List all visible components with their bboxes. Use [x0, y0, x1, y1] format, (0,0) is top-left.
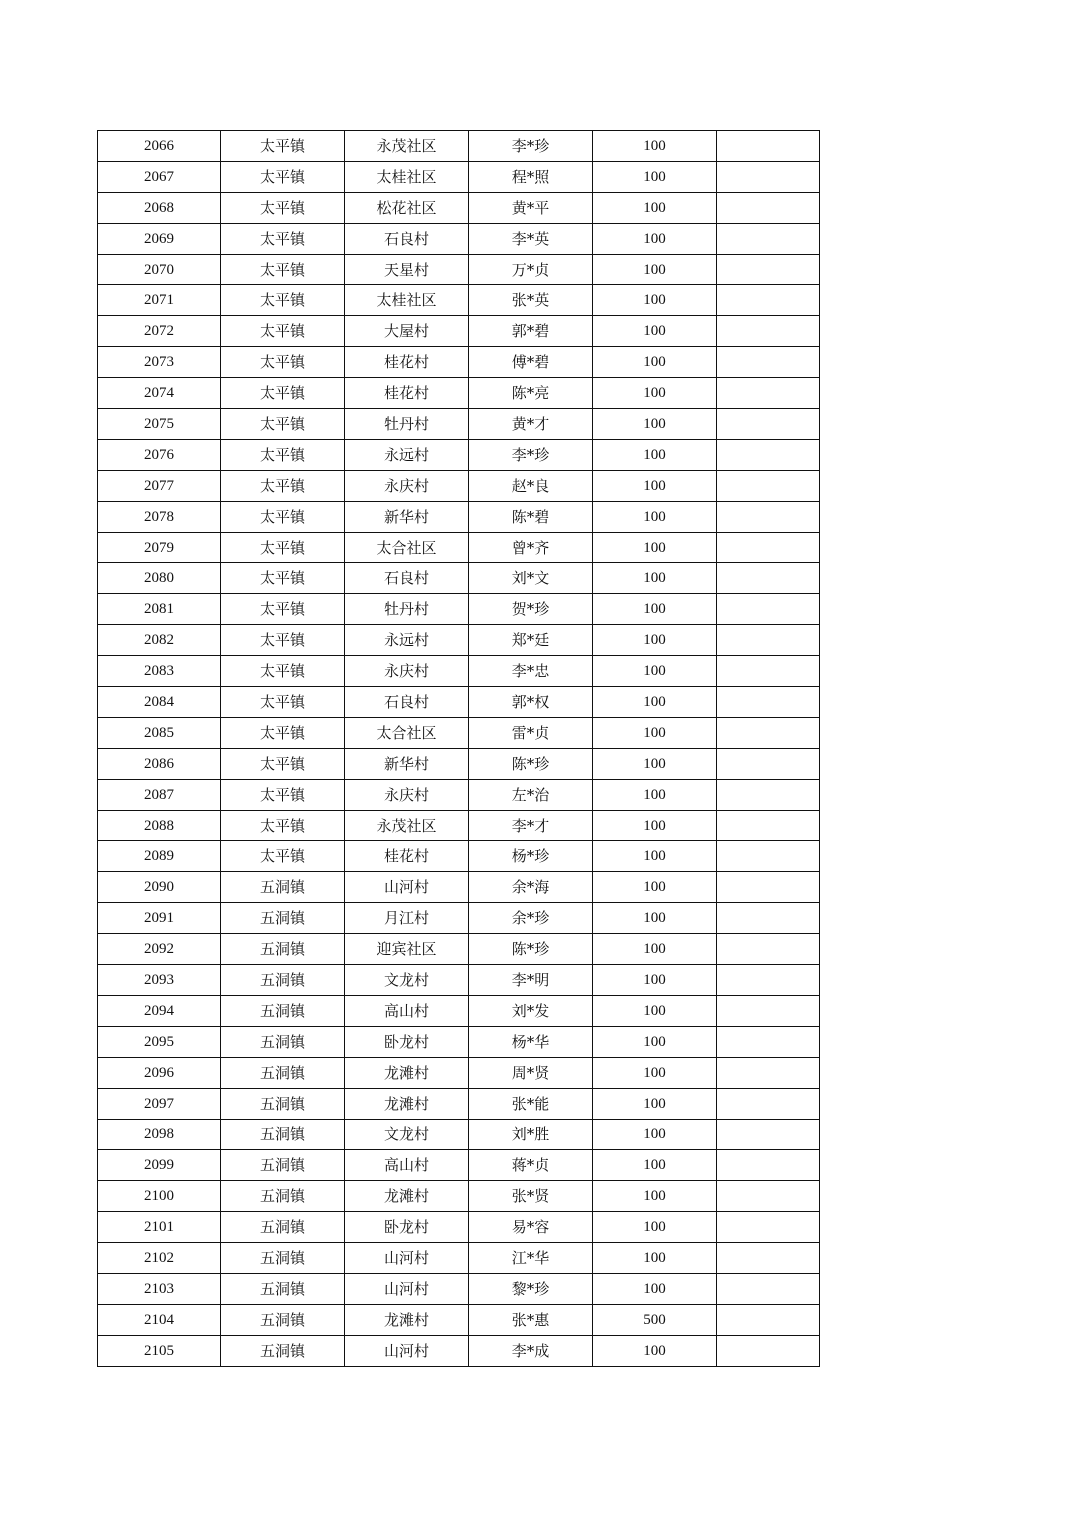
serial-number-cell: 2105 [98, 1335, 221, 1366]
serial-number-cell: 2086 [98, 748, 221, 779]
remark-cell [717, 378, 820, 409]
town-cell: 五洞镇 [221, 1057, 345, 1088]
town-cell: 五洞镇 [221, 1088, 345, 1119]
name-cell: 赵*良 [469, 470, 593, 501]
village-cell: 永庆村 [345, 656, 469, 687]
town-cell: 太平镇 [221, 841, 345, 872]
name-cell: 左*治 [469, 779, 593, 810]
village-cell: 山河村 [345, 872, 469, 903]
name-cell: 曾*齐 [469, 532, 593, 563]
amount-cell: 100 [593, 131, 717, 162]
town-cell: 太平镇 [221, 687, 345, 718]
name-cell: 黄*才 [469, 409, 593, 440]
amount-cell: 100 [593, 625, 717, 656]
remark-cell [717, 439, 820, 470]
serial-number-cell: 2102 [98, 1243, 221, 1274]
serial-number-cell: 2091 [98, 903, 221, 934]
town-cell: 太平镇 [221, 378, 345, 409]
table-row [98, 1057, 820, 1088]
remark-cell [717, 131, 820, 162]
table-row [98, 810, 820, 841]
table-row [98, 1119, 820, 1150]
serial-number-cell: 2084 [98, 687, 221, 718]
table-row [98, 161, 820, 192]
serial-number-cell: 2088 [98, 810, 221, 841]
remark-cell [717, 903, 820, 934]
name-cell: 万*贞 [469, 254, 593, 285]
name-cell: 贺*珍 [469, 594, 593, 625]
remark-cell [717, 347, 820, 378]
village-cell: 山河村 [345, 1243, 469, 1274]
serial-number-cell: 2082 [98, 625, 221, 656]
remark-cell [717, 470, 820, 501]
name-cell: 周*贤 [469, 1057, 593, 1088]
table-row [98, 656, 820, 687]
name-cell: 李*忠 [469, 656, 593, 687]
amount-cell: 100 [593, 872, 717, 903]
amount-cell: 100 [593, 810, 717, 841]
name-cell: 张*英 [469, 285, 593, 316]
town-cell: 太平镇 [221, 625, 345, 656]
name-cell: 江*华 [469, 1243, 593, 1274]
table-row [98, 1212, 820, 1243]
serial-number-cell: 2073 [98, 347, 221, 378]
amount-cell: 100 [593, 687, 717, 718]
remark-cell [717, 1335, 820, 1366]
remark-cell [717, 779, 820, 810]
village-cell: 永庆村 [345, 470, 469, 501]
serial-number-cell: 2075 [98, 409, 221, 440]
town-cell: 五洞镇 [221, 934, 345, 965]
town-cell: 五洞镇 [221, 1026, 345, 1057]
table-row [98, 470, 820, 501]
remark-cell [717, 1057, 820, 1088]
table-row [98, 131, 820, 162]
amount-cell: 100 [593, 748, 717, 779]
table-row [98, 841, 820, 872]
village-cell: 天星村 [345, 254, 469, 285]
name-cell: 程*照 [469, 161, 593, 192]
amount-cell: 100 [593, 439, 717, 470]
amount-cell: 100 [593, 656, 717, 687]
serial-number-cell: 2070 [98, 254, 221, 285]
remark-cell [717, 656, 820, 687]
table-row [98, 563, 820, 594]
town-cell: 太平镇 [221, 409, 345, 440]
amount-cell: 100 [593, 903, 717, 934]
table-row [98, 285, 820, 316]
name-cell: 陈*珍 [469, 748, 593, 779]
remark-cell [717, 748, 820, 779]
serial-number-cell: 2100 [98, 1181, 221, 1212]
name-cell: 郑*廷 [469, 625, 593, 656]
amount-cell: 100 [593, 1335, 717, 1366]
village-cell: 新华村 [345, 748, 469, 779]
village-cell: 永远村 [345, 625, 469, 656]
table-row [98, 594, 820, 625]
town-cell: 五洞镇 [221, 1335, 345, 1366]
amount-cell: 100 [593, 779, 717, 810]
town-cell: 太平镇 [221, 470, 345, 501]
remark-cell [717, 532, 820, 563]
amount-cell: 100 [593, 254, 717, 285]
amount-cell: 100 [593, 409, 717, 440]
amount-cell: 100 [593, 316, 717, 347]
name-cell: 李*珍 [469, 439, 593, 470]
village-cell: 新华村 [345, 501, 469, 532]
town-cell: 太平镇 [221, 563, 345, 594]
table-row [98, 1150, 820, 1181]
serial-number-cell: 2085 [98, 717, 221, 748]
serial-number-cell: 2099 [98, 1150, 221, 1181]
table-row [98, 192, 820, 223]
serial-number-cell: 2081 [98, 594, 221, 625]
town-cell: 五洞镇 [221, 872, 345, 903]
name-cell: 李*成 [469, 1335, 593, 1366]
table-row [98, 1304, 820, 1335]
town-cell: 太平镇 [221, 161, 345, 192]
amount-cell: 100 [593, 285, 717, 316]
village-cell: 太合社区 [345, 717, 469, 748]
amount-cell: 100 [593, 161, 717, 192]
amount-cell: 100 [593, 378, 717, 409]
village-cell: 龙滩村 [345, 1181, 469, 1212]
name-cell: 李*才 [469, 810, 593, 841]
town-cell: 太平镇 [221, 439, 345, 470]
amount-cell: 100 [593, 995, 717, 1026]
amount-cell: 100 [593, 1057, 717, 1088]
amount-cell: 100 [593, 470, 717, 501]
village-cell: 龙滩村 [345, 1088, 469, 1119]
town-cell: 五洞镇 [221, 995, 345, 1026]
remark-cell [717, 1273, 820, 1304]
remark-cell [717, 810, 820, 841]
serial-number-cell: 2089 [98, 841, 221, 872]
town-cell: 太平镇 [221, 285, 345, 316]
remark-cell [717, 1243, 820, 1274]
town-cell: 太平镇 [221, 717, 345, 748]
village-cell: 高山村 [345, 995, 469, 1026]
serial-number-cell: 2066 [98, 131, 221, 162]
village-cell: 大屋村 [345, 316, 469, 347]
serial-number-cell: 2098 [98, 1119, 221, 1150]
remark-cell [717, 1026, 820, 1057]
town-cell: 太平镇 [221, 748, 345, 779]
remark-cell [717, 1150, 820, 1181]
town-cell: 五洞镇 [221, 903, 345, 934]
village-cell: 牡丹村 [345, 409, 469, 440]
town-cell: 太平镇 [221, 192, 345, 223]
amount-cell: 100 [593, 841, 717, 872]
town-cell: 五洞镇 [221, 1212, 345, 1243]
town-cell: 五洞镇 [221, 1181, 345, 1212]
data-table [97, 130, 820, 1367]
serial-number-cell: 2067 [98, 161, 221, 192]
serial-number-cell: 2077 [98, 470, 221, 501]
serial-number-cell: 2068 [98, 192, 221, 223]
name-cell: 黎*珍 [469, 1273, 593, 1304]
amount-cell: 500 [593, 1304, 717, 1335]
village-cell: 山河村 [345, 1335, 469, 1366]
name-cell: 易*容 [469, 1212, 593, 1243]
table-row [98, 316, 820, 347]
name-cell: 杨*珍 [469, 841, 593, 872]
table-row [98, 1335, 820, 1366]
amount-cell: 100 [593, 1273, 717, 1304]
remark-cell [717, 563, 820, 594]
table-row [98, 934, 820, 965]
name-cell: 郭*权 [469, 687, 593, 718]
serial-number-cell: 2079 [98, 532, 221, 563]
village-cell: 高山村 [345, 1150, 469, 1181]
name-cell: 陈*珍 [469, 934, 593, 965]
town-cell: 太平镇 [221, 779, 345, 810]
town-cell: 太平镇 [221, 810, 345, 841]
village-cell: 桂花村 [345, 841, 469, 872]
amount-cell: 100 [593, 1088, 717, 1119]
town-cell: 五洞镇 [221, 965, 345, 996]
serial-number-cell: 2094 [98, 995, 221, 1026]
town-cell: 太平镇 [221, 501, 345, 532]
serial-number-cell: 2103 [98, 1273, 221, 1304]
village-cell: 太桂社区 [345, 285, 469, 316]
serial-number-cell: 2087 [98, 779, 221, 810]
village-cell: 太桂社区 [345, 161, 469, 192]
remark-cell [717, 316, 820, 347]
table-row [98, 378, 820, 409]
table-row [98, 1243, 820, 1274]
amount-cell: 100 [593, 717, 717, 748]
town-cell: 太平镇 [221, 594, 345, 625]
village-cell: 永庆村 [345, 779, 469, 810]
table-row [98, 1181, 820, 1212]
serial-number-cell: 2093 [98, 965, 221, 996]
table-row [98, 409, 820, 440]
village-cell: 石良村 [345, 223, 469, 254]
remark-cell [717, 409, 820, 440]
town-cell: 五洞镇 [221, 1273, 345, 1304]
name-cell: 傅*碧 [469, 347, 593, 378]
serial-number-cell: 2083 [98, 656, 221, 687]
town-cell: 太平镇 [221, 254, 345, 285]
amount-cell: 100 [593, 594, 717, 625]
town-cell: 太平镇 [221, 532, 345, 563]
town-cell: 太平镇 [221, 347, 345, 378]
serial-number-cell: 2104 [98, 1304, 221, 1335]
name-cell: 刘*胜 [469, 1119, 593, 1150]
table-row [98, 254, 820, 285]
village-cell: 石良村 [345, 563, 469, 594]
amount-cell: 100 [593, 1181, 717, 1212]
name-cell: 张*贤 [469, 1181, 593, 1212]
town-cell: 五洞镇 [221, 1304, 345, 1335]
remark-cell [717, 594, 820, 625]
amount-cell: 100 [593, 347, 717, 378]
village-cell: 永茂社区 [345, 810, 469, 841]
remark-cell [717, 1212, 820, 1243]
town-cell: 五洞镇 [221, 1243, 345, 1274]
village-cell: 文龙村 [345, 1119, 469, 1150]
name-cell: 张*能 [469, 1088, 593, 1119]
remark-cell [717, 1119, 820, 1150]
name-cell: 陈*亮 [469, 378, 593, 409]
remark-cell [717, 717, 820, 748]
remark-cell [717, 192, 820, 223]
town-cell: 五洞镇 [221, 1150, 345, 1181]
remark-cell [717, 965, 820, 996]
amount-cell: 100 [593, 1243, 717, 1274]
table-row [98, 347, 820, 378]
table-row [98, 625, 820, 656]
amount-cell: 100 [593, 1026, 717, 1057]
name-cell: 李*明 [469, 965, 593, 996]
remark-cell [717, 687, 820, 718]
table-row [98, 439, 820, 470]
village-cell: 龙滩村 [345, 1057, 469, 1088]
remark-cell [717, 501, 820, 532]
remark-cell [717, 1181, 820, 1212]
amount-cell: 100 [593, 934, 717, 965]
amount-cell: 100 [593, 223, 717, 254]
serial-number-cell: 2080 [98, 563, 221, 594]
village-cell: 山河村 [345, 1273, 469, 1304]
name-cell: 刘*文 [469, 563, 593, 594]
amount-cell: 100 [593, 563, 717, 594]
village-cell: 太合社区 [345, 532, 469, 563]
amount-cell: 100 [593, 192, 717, 223]
town-cell: 太平镇 [221, 131, 345, 162]
serial-number-cell: 2090 [98, 872, 221, 903]
village-cell: 文龙村 [345, 965, 469, 996]
remark-cell [717, 625, 820, 656]
name-cell: 蒋*贞 [469, 1150, 593, 1181]
serial-number-cell: 2069 [98, 223, 221, 254]
table-row [98, 1026, 820, 1057]
village-cell: 桂花村 [345, 347, 469, 378]
table-row [98, 501, 820, 532]
serial-number-cell: 2092 [98, 934, 221, 965]
amount-cell: 100 [593, 1119, 717, 1150]
name-cell: 余*海 [469, 872, 593, 903]
table-body [98, 131, 820, 1367]
serial-number-cell: 2101 [98, 1212, 221, 1243]
serial-number-cell: 2096 [98, 1057, 221, 1088]
amount-cell: 100 [593, 501, 717, 532]
table-row [98, 687, 820, 718]
remark-cell [717, 285, 820, 316]
table-row [98, 872, 820, 903]
village-cell: 卧龙村 [345, 1212, 469, 1243]
remark-cell [717, 995, 820, 1026]
remark-cell [717, 1088, 820, 1119]
village-cell: 永茂社区 [345, 131, 469, 162]
name-cell: 余*珍 [469, 903, 593, 934]
table-row [98, 223, 820, 254]
remark-cell [717, 934, 820, 965]
name-cell: 李*英 [469, 223, 593, 254]
serial-number-cell: 2071 [98, 285, 221, 316]
serial-number-cell: 2095 [98, 1026, 221, 1057]
amount-cell: 100 [593, 965, 717, 996]
village-cell: 龙滩村 [345, 1304, 469, 1335]
table-row [98, 1088, 820, 1119]
table-row [98, 903, 820, 934]
table-row [98, 779, 820, 810]
table-row [98, 748, 820, 779]
name-cell: 陈*碧 [469, 501, 593, 532]
name-cell: 郭*碧 [469, 316, 593, 347]
remark-cell [717, 254, 820, 285]
remark-cell [717, 1304, 820, 1335]
village-cell: 卧龙村 [345, 1026, 469, 1057]
name-cell: 张*惠 [469, 1304, 593, 1335]
remark-cell [717, 161, 820, 192]
village-cell: 松花社区 [345, 192, 469, 223]
table-row [98, 532, 820, 563]
village-cell: 牡丹村 [345, 594, 469, 625]
town-cell: 五洞镇 [221, 1119, 345, 1150]
remark-cell [717, 841, 820, 872]
table-row [98, 965, 820, 996]
village-cell: 石良村 [345, 687, 469, 718]
table-row [98, 995, 820, 1026]
town-cell: 太平镇 [221, 316, 345, 347]
village-cell: 月江村 [345, 903, 469, 934]
serial-number-cell: 2076 [98, 439, 221, 470]
amount-cell: 100 [593, 1150, 717, 1181]
remark-cell [717, 223, 820, 254]
amount-cell: 100 [593, 1212, 717, 1243]
village-cell: 桂花村 [345, 378, 469, 409]
town-cell: 太平镇 [221, 656, 345, 687]
village-cell: 永远村 [345, 439, 469, 470]
table-row [98, 1273, 820, 1304]
serial-number-cell: 2072 [98, 316, 221, 347]
name-cell: 黄*平 [469, 192, 593, 223]
serial-number-cell: 2097 [98, 1088, 221, 1119]
name-cell: 雷*贞 [469, 717, 593, 748]
serial-number-cell: 2074 [98, 378, 221, 409]
name-cell: 刘*发 [469, 995, 593, 1026]
town-cell: 太平镇 [221, 223, 345, 254]
serial-number-cell: 2078 [98, 501, 221, 532]
village-cell: 迎宾社区 [345, 934, 469, 965]
name-cell: 李*珍 [469, 131, 593, 162]
amount-cell: 100 [593, 532, 717, 563]
name-cell: 杨*华 [469, 1026, 593, 1057]
remark-cell [717, 872, 820, 903]
table-row [98, 717, 820, 748]
